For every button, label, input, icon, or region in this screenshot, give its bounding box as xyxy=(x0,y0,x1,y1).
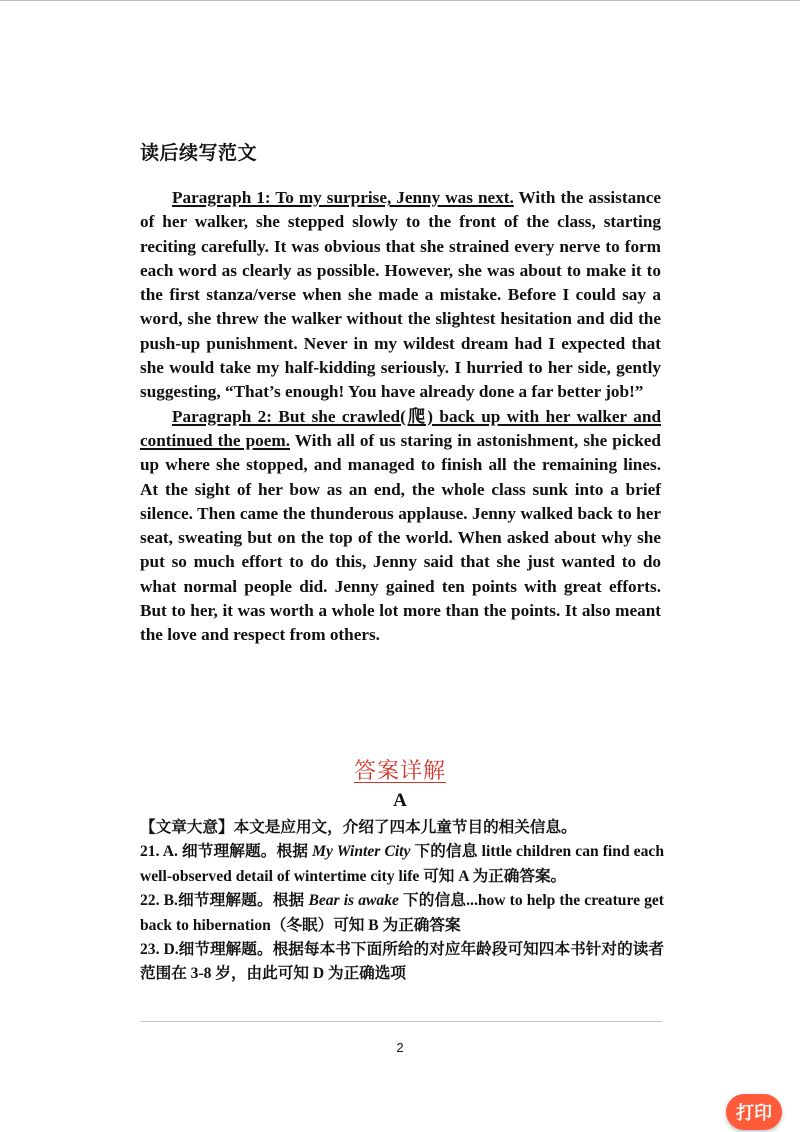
page-number: 2 xyxy=(396,1040,404,1055)
print-button[interactable]: 打印 xyxy=(726,1094,782,1130)
answers-part-label: A xyxy=(393,790,407,811)
answers-title-text: 答案详解 xyxy=(353,758,446,783)
answer-23: 23. D.细节理解题。根据每本书下面所给的对应年龄段可知四本书针对的读者范围在 3-8 岁，由此可知 D 为正确选项 xyxy=(140,941,664,983)
answer-22: 22. B.细节理解题。根据 Bear is awake 下的信息...how to help the creature get back to hibernation（冬眠）可知 B 为正确答案 xyxy=(140,892,664,934)
answers-title xyxy=(0,754,800,785)
footer-divider xyxy=(140,1021,662,1022)
answer-21: 21. A. 细节理解题。根据 My Winter City 下的信息 little children can find each well-observed detail of wintertime city life 可知 A 为正确答案。 xyxy=(140,843,664,885)
section-title: 读后续写范文 xyxy=(140,143,258,164)
essay-paragraph-1 xyxy=(140,186,661,405)
answer-explanations xyxy=(140,816,664,987)
paragraph-1-body: With the assistance of her walker, she stepped slowly to the front of the class, starting reciting carefully. It was obvious that she strained every nerve to form each word as clearly as possible. However, she was about to make it to the first stanza/verse when she made a mistake. Before I could say a word, she threw the walker without the slightest hesitation and did the push-up punishment. Never in my wildest dream had I expected that she would take my half-kidding seriously. I hurried to her side, gently suggesting, “That’s enough! You have already done a far better job!” xyxy=(140,188,661,402)
essay-paragraph-2 xyxy=(140,405,661,648)
paragraph-2-lead: Paragraph 2: But she crawled(爬) back up with her walker and continued the poem. xyxy=(140,406,661,450)
article-summary: 【文章大意】本文是应用文，介绍了四本儿童节目的相关信息。 xyxy=(140,819,577,836)
model-essay xyxy=(140,186,661,648)
paragraph-1-lead: Paragraph 1: To my surprise, Jenny was next. xyxy=(172,188,514,207)
paragraph-2-body: With all of us staring in astonishment, she picked up where she stopped, and managed to finish all the remaining lines. At the sight of her bow as an end, the whole class sunk into a brief silence. Then came the thunderous applause. Jenny walked back to her seat, sweating but on the top of the world. When asked about why she put so much effort to do this, Jenny said that she just wanted to do what normal people did. Jenny gained ten points with great efforts. But to her, it was worth a whole lot more than the points. It also meant the love and respect from others. xyxy=(140,430,661,645)
